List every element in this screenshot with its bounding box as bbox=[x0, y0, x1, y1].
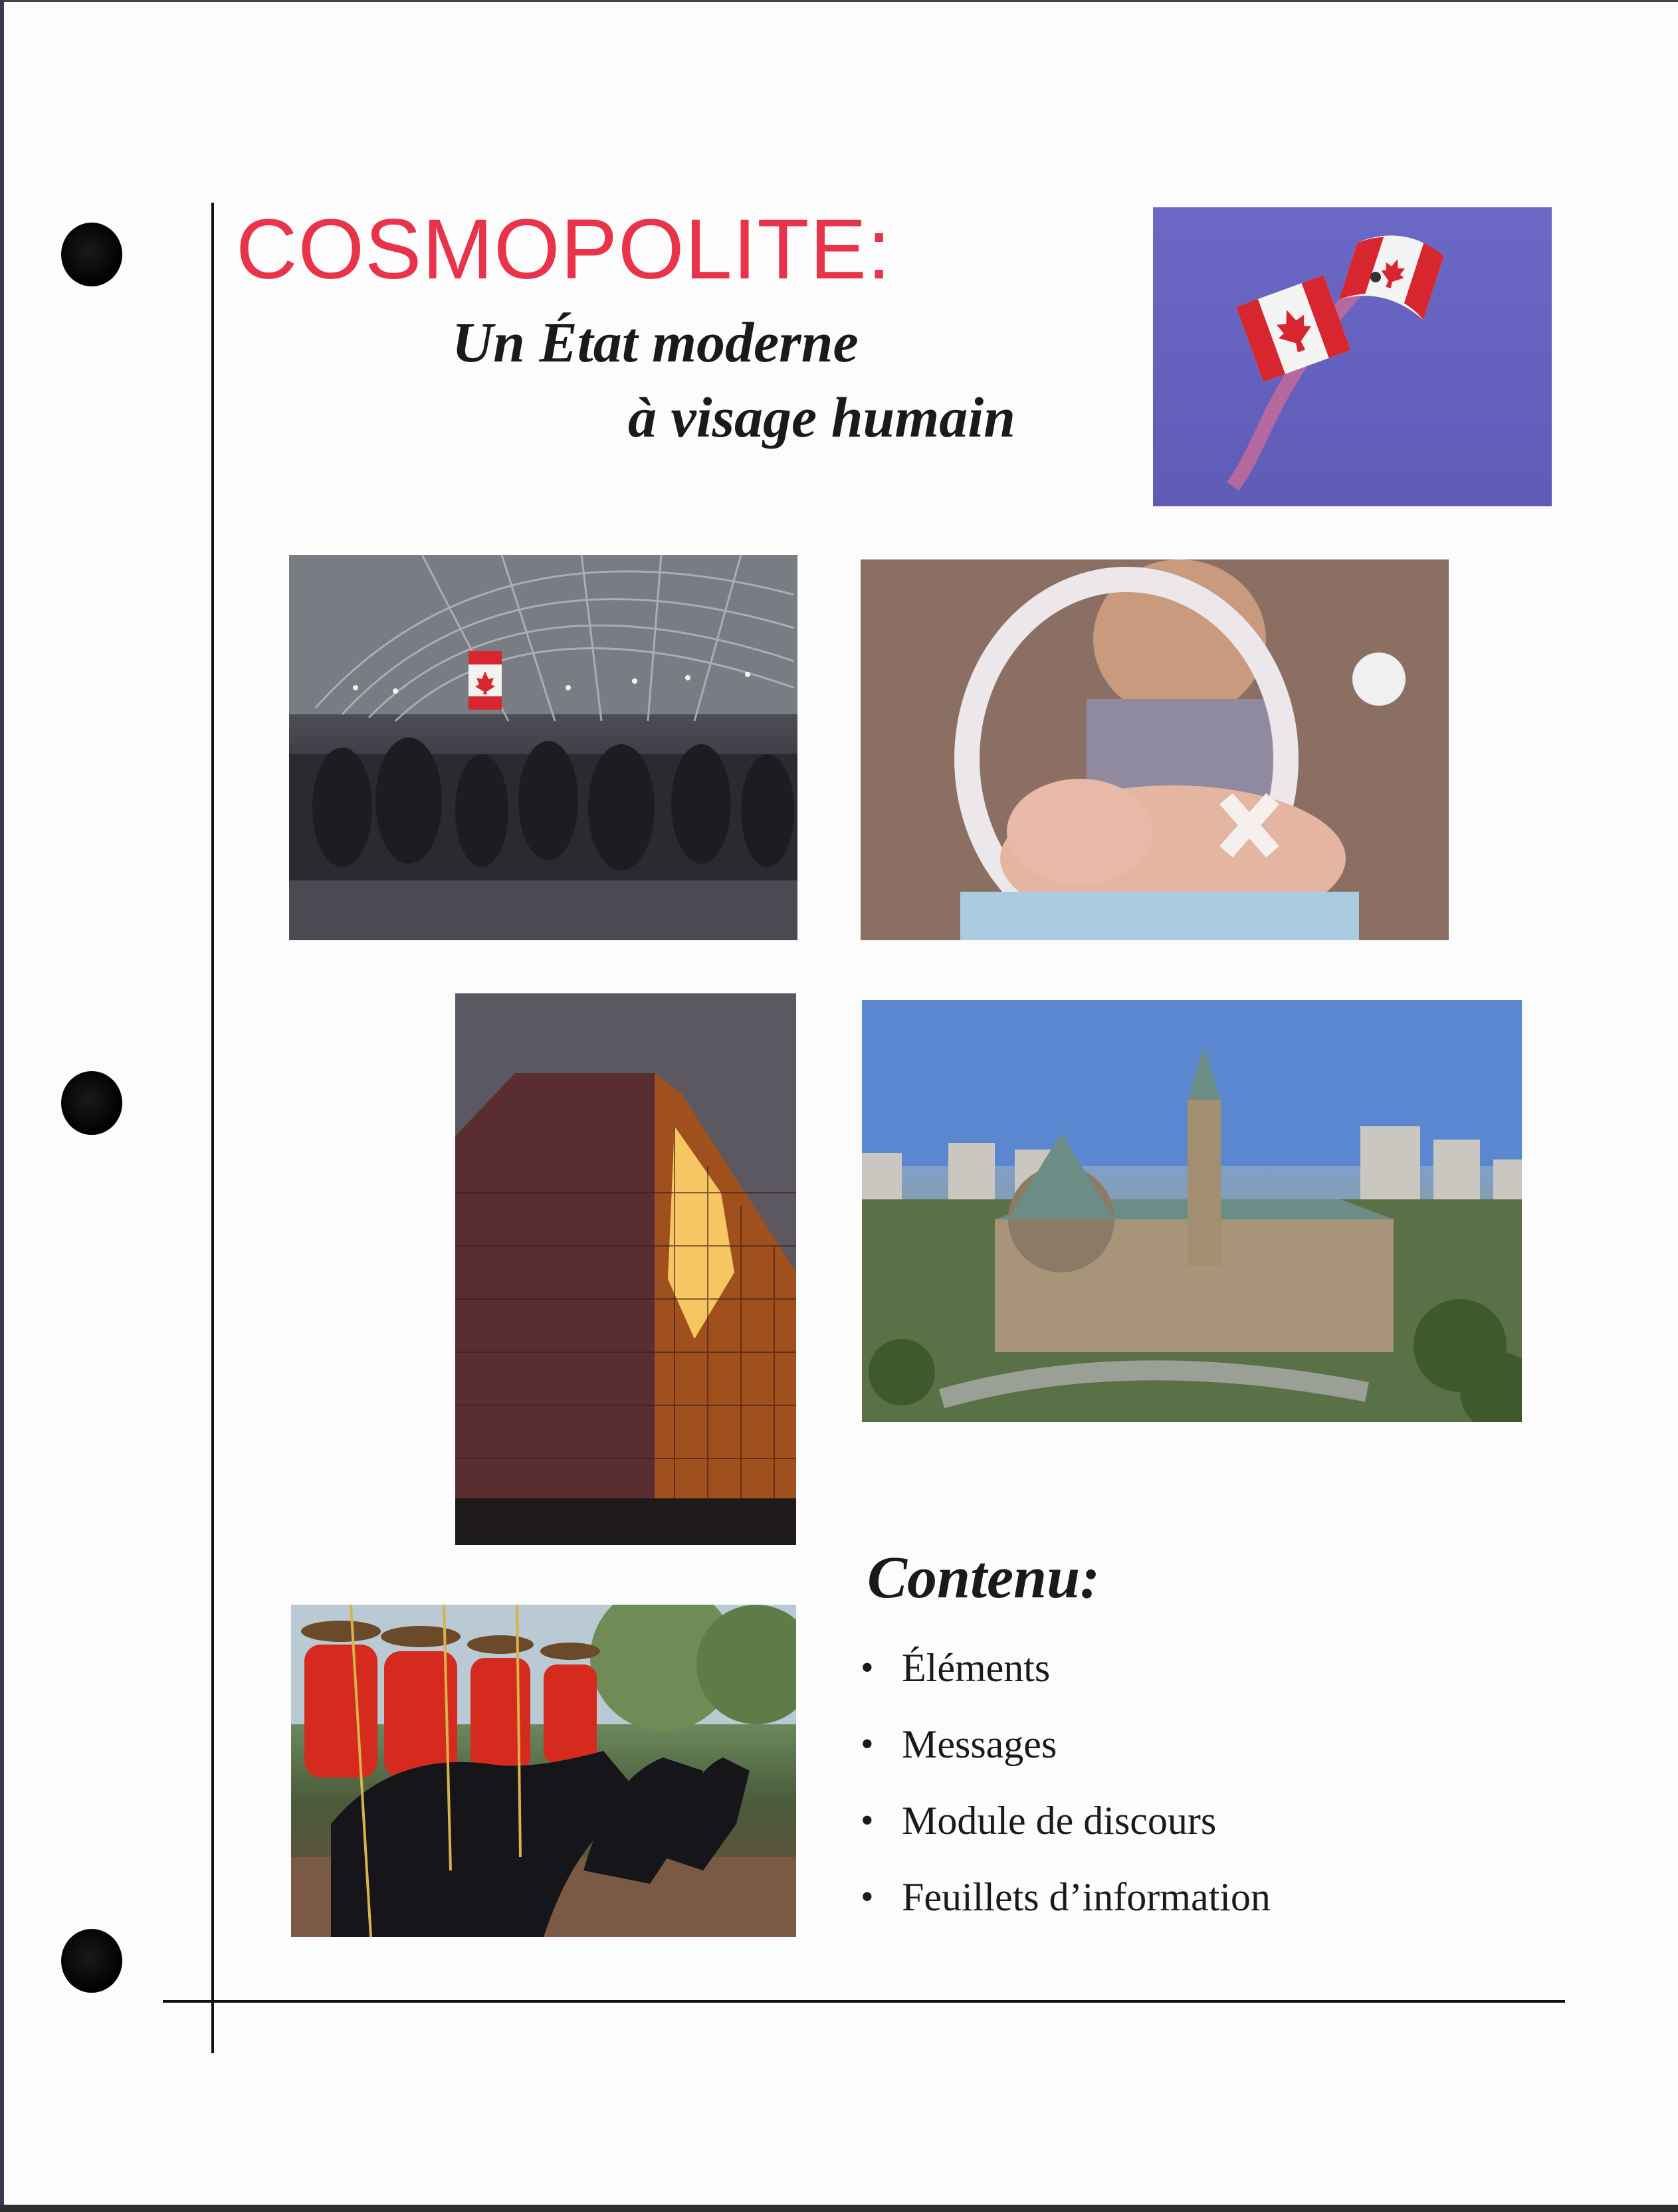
list-item: • Module de discours bbox=[861, 1794, 1271, 1870]
vertical-rule bbox=[211, 203, 214, 2053]
canada-flag-canopy-right bbox=[1339, 223, 1446, 326]
rcmp-illustration bbox=[291, 1605, 796, 1937]
photo-newborn-incubator bbox=[861, 559, 1449, 940]
contents-list bbox=[861, 1641, 1271, 1947]
list-item: • Messages bbox=[861, 1718, 1271, 1794]
canada-flag-canopy-left bbox=[1236, 275, 1351, 382]
contents-heading: Contenu: bbox=[867, 1545, 1101, 1611]
list-item: • Éléments bbox=[861, 1641, 1271, 1718]
parachutists-illustration bbox=[1153, 207, 1552, 506]
scan-edge-left bbox=[0, 0, 4, 2212]
binder-hole-bottom bbox=[61, 1929, 122, 1993]
tower-illustration bbox=[455, 993, 796, 1545]
binder-hole-top bbox=[61, 223, 122, 286]
parliament-illustration bbox=[862, 1000, 1522, 1422]
binder-hole-middle bbox=[61, 1071, 122, 1135]
airport-illustration bbox=[289, 555, 797, 940]
subtitle-line-1: Un État moderne bbox=[452, 310, 859, 374]
subtitle-line-2: à visage humain bbox=[628, 385, 1015, 449]
photo-rcmp-riders bbox=[291, 1605, 796, 1937]
scan-edge-bottom bbox=[0, 2205, 1678, 2212]
horizontal-rule bbox=[163, 2000, 1565, 2003]
list-item: • Feuillets d’information bbox=[861, 1870, 1271, 1947]
incubator-illustration bbox=[861, 559, 1449, 940]
photo-parliament-hill bbox=[862, 1000, 1522, 1422]
photo-airport-terminal bbox=[289, 555, 797, 940]
scan-edge-top bbox=[0, 0, 1678, 2]
page-title: COSMOPOLITE: bbox=[236, 202, 892, 297]
photo-parachutists bbox=[1153, 207, 1552, 506]
hanging-canada-flag bbox=[469, 651, 502, 710]
photo-glass-tower bbox=[455, 993, 796, 1545]
